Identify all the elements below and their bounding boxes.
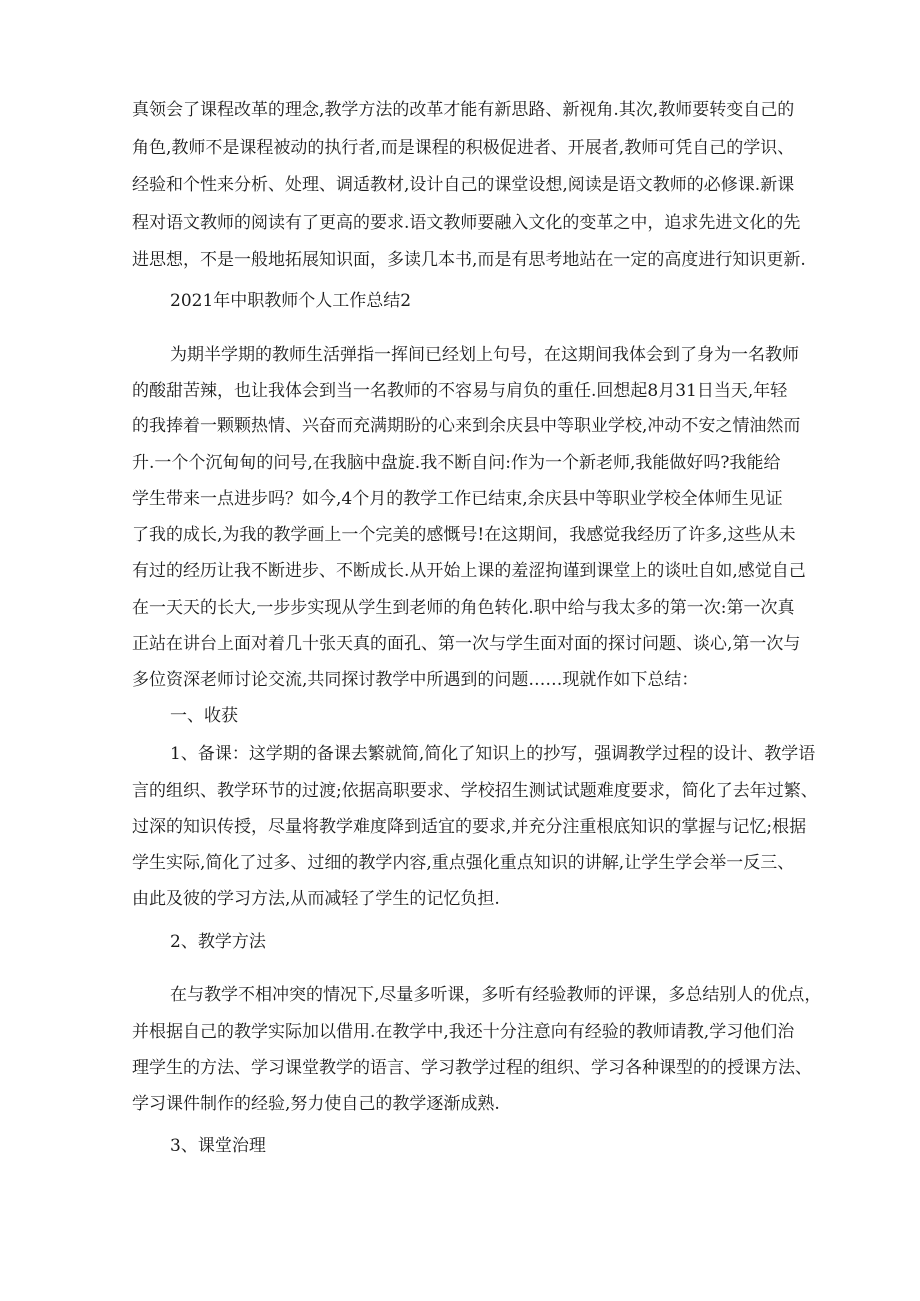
paragraph-line: 有过的经历让我不断进步、不断成长.从开始上课的羞涩拘谨到课堂上的谈吐自如,感觉自己	[132, 561, 806, 581]
paragraph-line: 进思想，不是一般地拓展知识面，多读几本书,而是有思考地站在一定的高度进行知识更新.	[132, 250, 806, 270]
paragraph-line: 言的组织、教学环节的过渡;依据高职要求、学校招生测试试题难度要求，简化了去年过繁、	[132, 781, 818, 801]
heading-teaching-method: 2、教学方法	[170, 932, 266, 952]
heading-harvest: 一、收获	[170, 706, 238, 726]
paragraph-line: 1、备课：这学期的备课去繁就简,简化了知识上的抄写，强调教学过程的设计、教学语	[170, 744, 816, 764]
paragraph-line: 真领会了课程改革的理念,教学方法的改革才能有新思路、新视角.其次,教师要转变自己的	[132, 100, 795, 120]
paragraph-line: 学习课件制作的经验,努力使自己的教学逐渐成熟.	[132, 1094, 500, 1114]
paragraph-line: 由此及彼的学习方法,从而减轻了学生的记忆负担.	[132, 889, 500, 909]
paragraph-line: 了我的成长,为我的教学画上一个完美的感慨号!在这期间，我感觉我经历了许多,这些从未	[132, 525, 796, 545]
paragraph-line: 学生实际,简化了过多、过细的教学内容,重点强化重点知识的讲解,让学生学会举一反三、	[132, 853, 795, 873]
paragraph-line: 并根据自己的教学实际加以借用.在教学中,我还十分注意向有经验的教师请教,学习他们治	[132, 1022, 795, 1042]
paragraph-line: 在与教学不相冲突的情况下,尽量多听课，多听有经验教师的评课，多总结别人的优点，	[170, 985, 822, 1005]
paragraph-line: 理学生的方法、学习课堂教学的语言、学习教学过程的组织、学习各种课型的的授课方法、	[132, 1058, 812, 1078]
paragraph-line: 升.一个个沉甸甸的问号,在我脑中盘旋.我不断自问:作为一个新老师,我能做好吗?我能给	[132, 453, 781, 473]
section-title: 2021年中职教师个人工作总结2	[170, 291, 412, 311]
paragraph-line: 的我捧着一颗颗热情、兴奋而充满期盼的心来到余庆县中等职业学校,冲动不安之情油然而	[132, 416, 801, 436]
paragraph-line: 正站在讲台上面对着几十张天真的面孔、第一次与学生面对面的探讨问题、谈心,第一次与	[132, 634, 801, 654]
paragraph-line: 过深的知识传授，尽量将教学难度降到适宜的要求,并充分注重根底知识的掌握与记忆;根据	[132, 817, 807, 837]
paragraph-line: 角色,教师不是课程被动的执行者,而是课程的积极促进者、开展者,教师可凭自己的学识、	[132, 138, 795, 158]
heading-classroom-management: 3、课堂治理	[170, 1136, 266, 1156]
paragraph-line: 多位资深老师讨论交流,共同探讨教学中所遇到的问题……现就作如下总结：	[132, 670, 699, 690]
paragraph-line: 经验和个性来分析、处理、调适教材,设计自己的课堂设想,阅读是语文教师的必修课.新课	[132, 175, 795, 195]
paragraph-line: 为期半学期的教师生活弹指一挥间已经划上句号，在这期间我体会到了身为一名教师	[170, 345, 799, 365]
paragraph-line: 在一天天的长大,一步步实现从学生到老师的角色转化.职中给与我太多的第一次:第一次真	[132, 598, 795, 618]
paragraph-line: 程对语文教师的阅读有了更高的要求.语文教师要融入文化的变革之中，追求先进文化的先	[132, 213, 801, 233]
paragraph-line: 的酸甜苦辣，也让我体会到当一名教师的不容易与肩负的重任.回想起8月31日当天,年轻	[132, 381, 788, 401]
paragraph-line: 学生带来一点进步吗？如今,4个月的教学工作已结束,余庆县中等职业学校全体师生见证	[132, 489, 783, 509]
